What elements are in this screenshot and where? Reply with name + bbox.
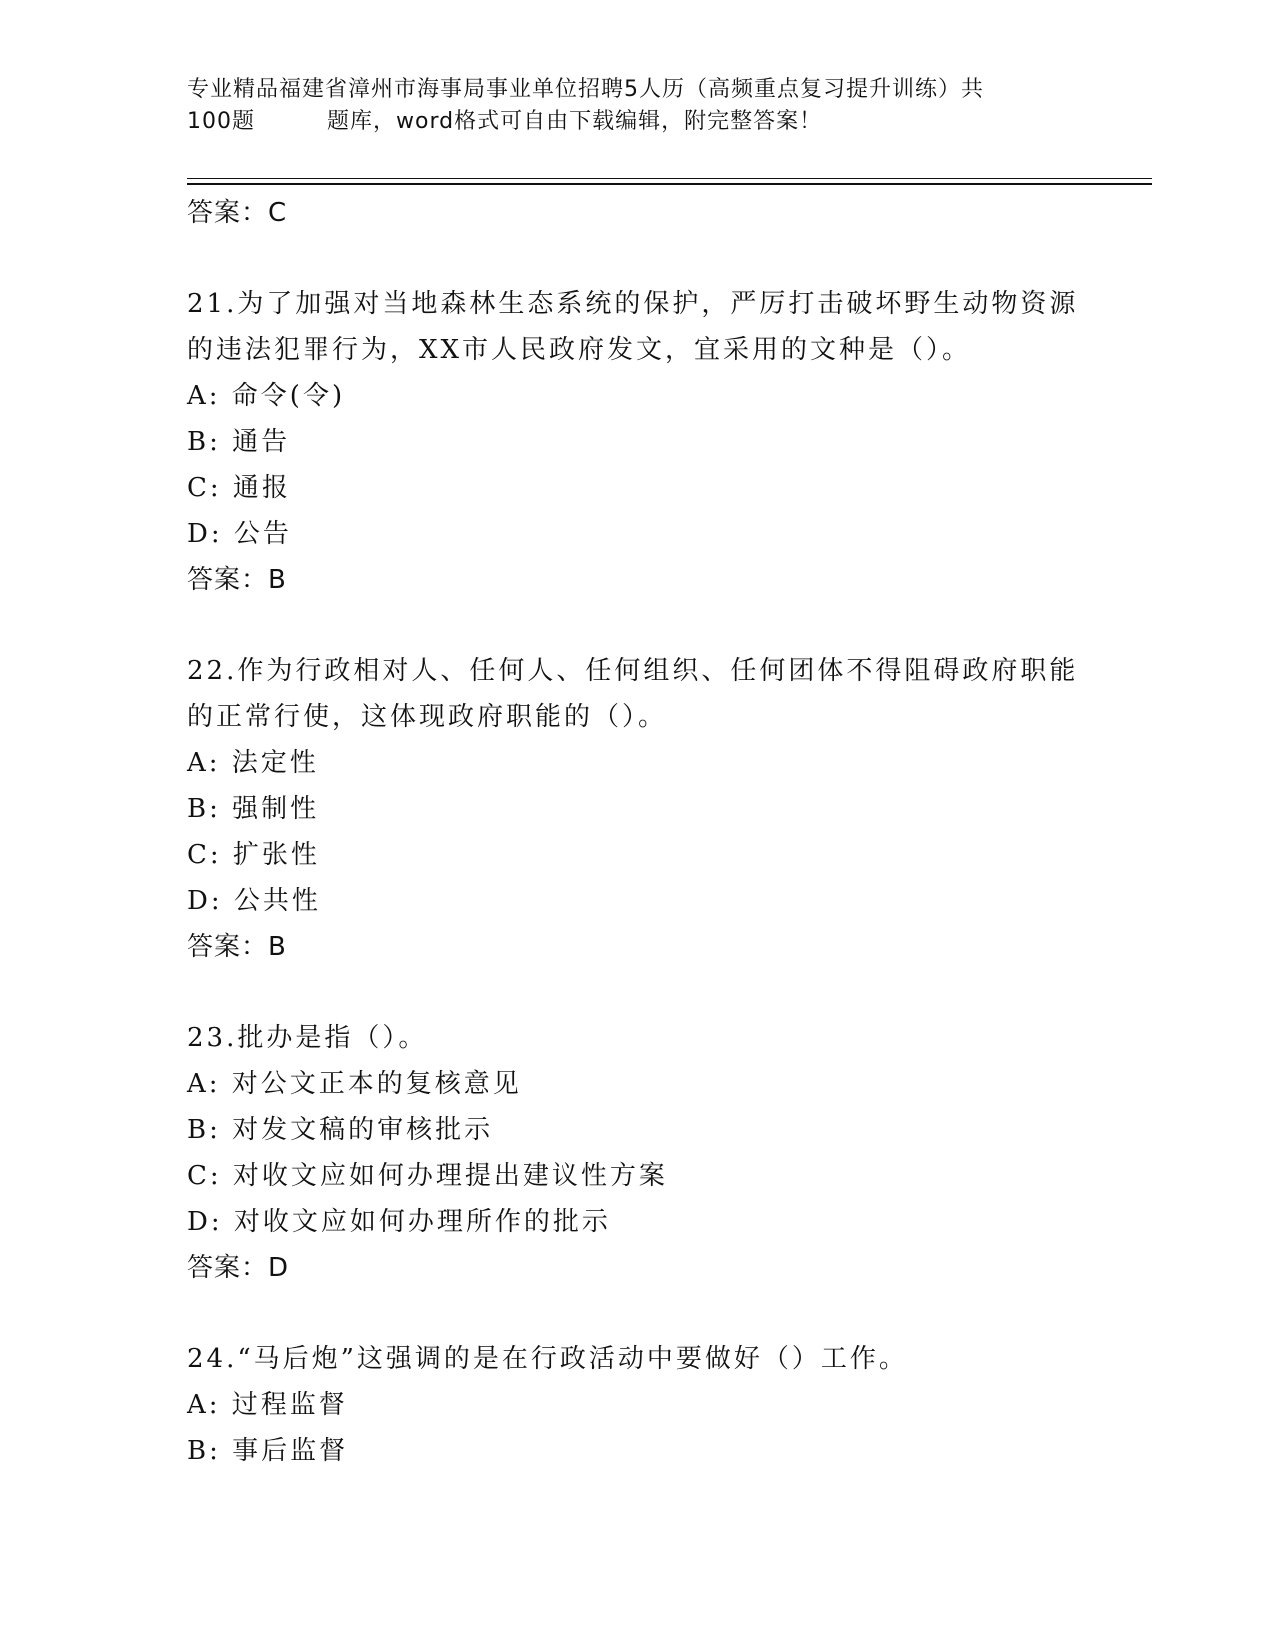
option-a: A: 法定性 xyxy=(187,748,319,778)
option-d: D: 对收文应如何办理所作的批示 xyxy=(187,1207,611,1237)
option-b: B: 强制性 xyxy=(187,794,320,824)
question-text: 23.批办是指（）。 xyxy=(187,1023,428,1053)
option-d: D: 公共性 xyxy=(187,886,321,916)
header-line-2-b: 题库，word格式可自由下载编辑，附完整答案！ xyxy=(327,109,823,134)
question-answer: 答案：B xyxy=(187,932,287,962)
option-c: C: 扩张性 xyxy=(187,840,320,870)
option-c: C: 对收文应如何办理提出建议性方案 xyxy=(187,1161,668,1191)
option-c: C: 通报 xyxy=(187,473,291,503)
header-rule-thick xyxy=(187,183,1152,185)
question-text-continued: 的正常行使，这体现政府职能的（）。 xyxy=(187,702,668,732)
document-body xyxy=(187,190,1087,1474)
option-b: B: 通告 xyxy=(187,427,291,457)
header-line-2 xyxy=(187,106,1077,138)
question-text: 21.为了加强对当地森林生态系统的保护，严厉打击破坏野生动物资源 xyxy=(187,289,1079,319)
page-header xyxy=(187,74,1077,138)
option-a: A: 命令(令) xyxy=(187,381,346,411)
option-d: D: 公告 xyxy=(187,519,292,549)
option-b: B: 事后监督 xyxy=(187,1436,349,1466)
option-b: B: 对发文稿的审核批示 xyxy=(187,1115,494,1145)
header-line-2-a: 100题 xyxy=(187,109,255,134)
option-a: A: 对公文正本的复核意见 xyxy=(187,1069,522,1099)
question-text-continued: 的违法犯罪行为，XX市人民政府发文，宜采用的文种是（）。 xyxy=(187,335,972,365)
header-line-1: 专业精品福建省漳州市海事局事业单位招聘5人历（高频重点复习提升训练）共 xyxy=(187,77,984,102)
option-a: A: 过程监督 xyxy=(187,1390,348,1420)
previous-answer: 答案：C xyxy=(187,198,288,228)
question-22 xyxy=(187,648,1087,970)
question-21 xyxy=(187,281,1087,603)
question-24 xyxy=(187,1336,1087,1474)
question-text: 24.“马后炮”这强调的是在行政活动中要做好（）工作。 xyxy=(187,1344,908,1374)
header-rule-thin xyxy=(187,178,1152,179)
question-23 xyxy=(187,1015,1087,1291)
question-answer: 答案：B xyxy=(187,565,287,595)
question-answer: 答案：D xyxy=(187,1253,290,1283)
question-text: 22.作为行政相对人、任何人、任何组织、任何团体不得阻碍政府职能 xyxy=(187,656,1079,686)
